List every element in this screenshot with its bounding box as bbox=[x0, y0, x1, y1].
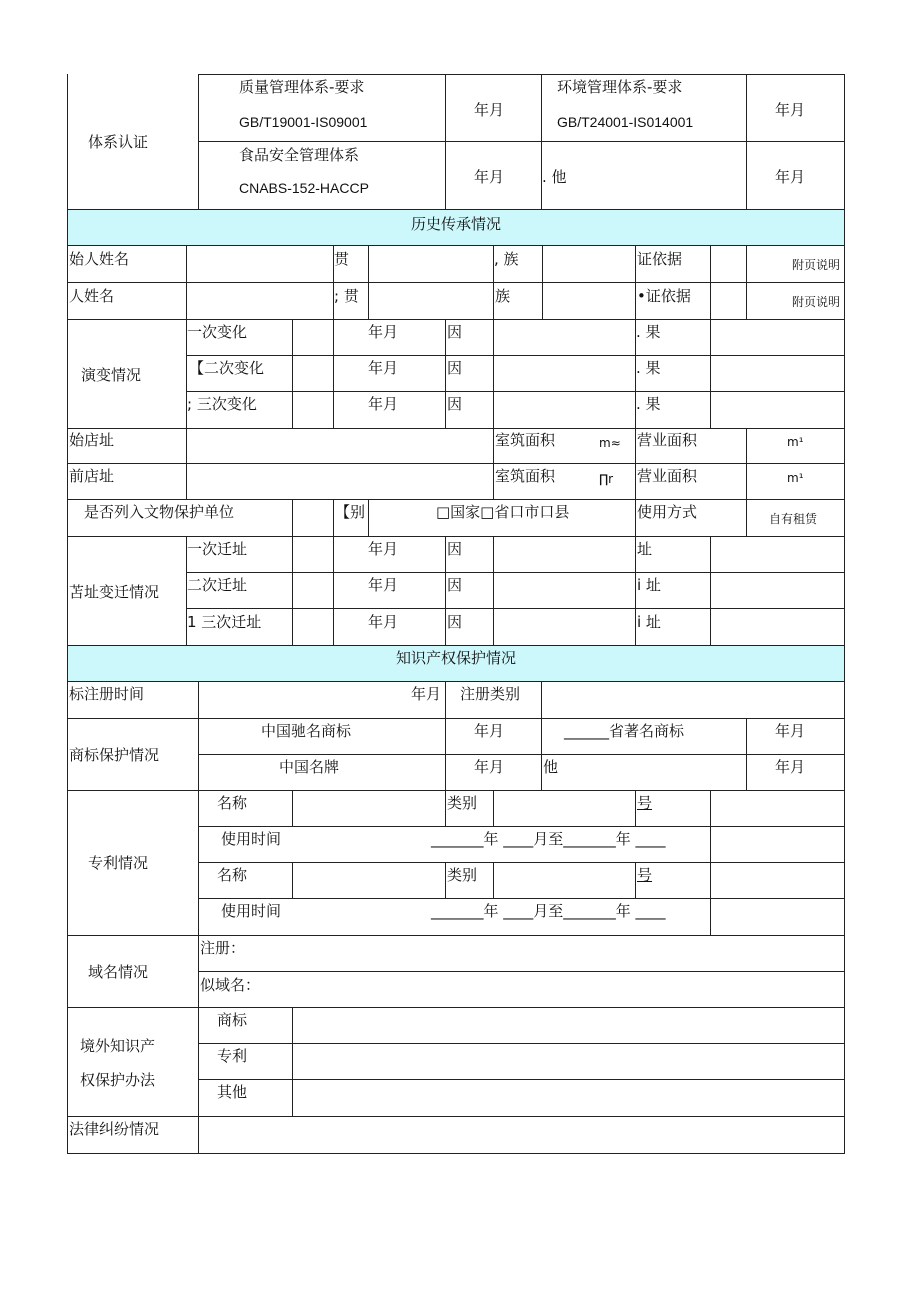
heir-see-attached: 附页说明 bbox=[746, 282, 845, 320]
founder-see-attached: 附页说明 bbox=[746, 245, 845, 283]
patent-2-use-blank[interactable] bbox=[710, 898, 845, 936]
patent-2-category-label: 类别 bbox=[445, 862, 494, 899]
patent-1-category-value[interactable] bbox=[493, 790, 636, 827]
patent-2-category-value[interactable] bbox=[493, 862, 636, 899]
legal-dispute-label: 法律纠纷情况 bbox=[67, 1116, 199, 1154]
history-header: 历史传承情况 bbox=[67, 209, 845, 246]
provincial-trademark: ______省著名商标 bbox=[541, 718, 747, 755]
domain-label: 域名情况 bbox=[67, 935, 199, 1008]
reg-time-value[interactable]: 年月 bbox=[198, 681, 446, 719]
patent-2-name-label: 名称 bbox=[198, 862, 293, 899]
founder-native-label: 贯 bbox=[333, 245, 369, 283]
change-1-result-label: . 果 bbox=[635, 319, 711, 356]
usage-label: 使用方式 bbox=[635, 499, 747, 537]
change-2-result-value[interactable] bbox=[710, 355, 845, 392]
patent-1-name-value[interactable] bbox=[292, 790, 446, 827]
patent-2-number-label: 号 bbox=[635, 862, 711, 899]
move-2-cause-value[interactable] bbox=[493, 572, 636, 609]
founder-ethnic-value[interactable] bbox=[542, 245, 636, 283]
overseas-other-value[interactable] bbox=[292, 1079, 845, 1117]
change-2-result-label: . 果 bbox=[635, 355, 711, 392]
overseas-patent-value[interactable] bbox=[292, 1043, 845, 1080]
quality-ym: 年月 bbox=[445, 74, 542, 142]
famous-cn-trademark: 中国驰名商标 bbox=[198, 718, 446, 755]
other-system-cell: . 他 bbox=[541, 141, 747, 210]
quality-system-cell: 质量管理体系-要求 GB/T19001-IS09001 bbox=[198, 74, 446, 142]
founder-native-value[interactable] bbox=[368, 245, 494, 283]
patent-2-name-value[interactable] bbox=[292, 862, 446, 899]
move-2-blank[interactable] bbox=[292, 572, 334, 609]
change-1-ym: 年月 bbox=[333, 319, 446, 356]
usage-value[interactable]: 自有租赁 bbox=[746, 499, 845, 537]
overseas-ip-label: 境外知识产 权保护办法 bbox=[67, 1007, 199, 1117]
overseas-trademark-label: 商标 bbox=[198, 1007, 293, 1044]
orig-business-area-value[interactable]: m¹ bbox=[746, 428, 845, 464]
heritage-level-label: 【别 bbox=[333, 499, 369, 537]
patent-1-number-value[interactable] bbox=[710, 790, 845, 827]
overseas-other-label: 其他 bbox=[198, 1079, 293, 1117]
move-2-ym: 年月 bbox=[333, 572, 446, 609]
patent-2-number-value[interactable] bbox=[710, 862, 845, 899]
patent-2-use-time: 使用时间 _______年 ____月至_______年 ____ bbox=[198, 898, 711, 936]
move-1-addr-label: 址 bbox=[635, 536, 711, 573]
change-3-result-label: . 果 bbox=[635, 391, 711, 429]
move-1-cause-label: 因 bbox=[445, 536, 494, 573]
heir-ethnic-value[interactable] bbox=[542, 282, 636, 320]
change-2-cause-label: 因 bbox=[445, 355, 494, 392]
orig-business-area-label: 营业面积 bbox=[635, 428, 747, 464]
change-3-cause-value[interactable] bbox=[493, 391, 636, 429]
move-1-blank[interactable] bbox=[292, 536, 334, 573]
heritage-level-options[interactable]: □国家□省口市口县 bbox=[368, 499, 636, 537]
tm-protection-label: 商标保护情况 bbox=[67, 718, 199, 791]
reg-time-label: 标注册时间 bbox=[67, 681, 199, 719]
change-3-result-value[interactable] bbox=[710, 391, 845, 429]
move-1-ym: 年月 bbox=[333, 536, 446, 573]
heir-name-label: 人姓名 bbox=[67, 282, 187, 320]
move-2-label: 二次迁址 bbox=[186, 572, 293, 609]
heir-name-value[interactable] bbox=[186, 282, 334, 320]
founder-evidence-blank[interactable] bbox=[710, 245, 747, 283]
famous-cn-ym: 年月 bbox=[445, 718, 542, 755]
relocation-label: 苫址变迁情况 bbox=[67, 536, 187, 646]
change-2-ym: 年月 bbox=[333, 355, 446, 392]
food-system-cell: 食品安全管理体系 CNABS-152-HACCP bbox=[198, 141, 446, 210]
change-3-cause-label: 因 bbox=[445, 391, 494, 429]
curr-address-value[interactable] bbox=[186, 463, 494, 500]
change-3-label: ; 三次变化 bbox=[186, 391, 293, 429]
orig-address-label: 始店址 bbox=[67, 428, 187, 464]
move-1-addr-value[interactable] bbox=[710, 536, 845, 573]
move-1-cause-value[interactable] bbox=[493, 536, 636, 573]
change-2-label: 【二次变化 bbox=[186, 355, 293, 392]
change-2-blank[interactable] bbox=[292, 355, 334, 392]
change-1-blank[interactable] bbox=[292, 319, 334, 356]
overseas-patent-label: 专利 bbox=[198, 1043, 293, 1080]
reg-type-label: 注册类别 bbox=[445, 681, 542, 719]
founder-name-value[interactable] bbox=[186, 245, 334, 283]
heir-native-value[interactable] bbox=[368, 282, 494, 320]
change-3-ym: 年月 bbox=[333, 391, 446, 429]
move-3-blank[interactable] bbox=[292, 608, 334, 646]
curr-business-area-label: 营业面积 bbox=[635, 463, 747, 500]
patent-1-use-blank[interactable] bbox=[710, 826, 845, 863]
move-3-addr-label: i 址 bbox=[635, 608, 711, 646]
food-ym: 年月 bbox=[445, 141, 542, 210]
move-3-ym: 年月 bbox=[333, 608, 446, 646]
reg-type-value[interactable] bbox=[541, 681, 845, 719]
move-2-addr-label: i 址 bbox=[635, 572, 711, 609]
patent-1-name-label: 名称 bbox=[198, 790, 293, 827]
overseas-trademark-value[interactable] bbox=[292, 1007, 845, 1044]
other-ym: 年月 bbox=[746, 141, 845, 210]
change-1-label: 一次变化 bbox=[186, 319, 293, 356]
move-2-cause-label: 因 bbox=[445, 572, 494, 609]
heir-evidence-blank[interactable] bbox=[710, 282, 747, 320]
provincial-ym: 年月 bbox=[746, 718, 845, 755]
ip-header: 知识产权保护情况 bbox=[67, 645, 845, 682]
change-1-cause-label: 因 bbox=[445, 319, 494, 356]
other-brand: 他 bbox=[541, 754, 747, 791]
orig-address-value[interactable] bbox=[186, 428, 494, 464]
change-1-result-value[interactable] bbox=[710, 319, 845, 356]
patent-1-category-label: 类别 bbox=[445, 790, 494, 827]
move-3-label: 1 三次迁址 bbox=[186, 608, 293, 646]
change-3-blank[interactable] bbox=[292, 391, 334, 429]
patent-label: 专利情况 bbox=[67, 790, 199, 936]
heir-ethnic-label: 族 bbox=[493, 282, 543, 320]
founder-ethnic-label: , 族 bbox=[493, 245, 543, 283]
move-3-cause-label: 因 bbox=[445, 608, 494, 646]
cn-brand: 中国名牌 bbox=[198, 754, 446, 791]
change-2-cause-value[interactable] bbox=[493, 355, 636, 392]
curr-business-area-value[interactable]: m¹ bbox=[746, 463, 845, 500]
change-1-cause-value[interactable] bbox=[493, 319, 636, 356]
move-2-addr-value[interactable] bbox=[710, 572, 845, 609]
founder-name-label: 始人姓名 bbox=[67, 245, 187, 283]
system-cert-label: 体系认证 bbox=[67, 74, 199, 210]
move-3-cause-value[interactable] bbox=[493, 608, 636, 646]
heir-evidence-label: •证依据 bbox=[635, 282, 711, 320]
heritage-question: 是否列入文物保护单位 bbox=[67, 499, 293, 537]
curr-address-label: 前店址 bbox=[67, 463, 187, 500]
curr-building-area: 室筑面积 ∏r bbox=[493, 463, 636, 500]
orig-building-area: 室筑面积 m≈ bbox=[493, 428, 636, 464]
founder-evidence-label: 证依据 bbox=[635, 245, 711, 283]
env-system-cell: 环境管理体系-要求 GB/T24001-IS014001 bbox=[541, 74, 747, 142]
move-3-addr-value[interactable] bbox=[710, 608, 845, 646]
heritage-blank[interactable] bbox=[292, 499, 334, 537]
move-1-label: 一次迁址 bbox=[186, 536, 293, 573]
heir-native-label: ; 贯 bbox=[333, 282, 369, 320]
domain-similar[interactable]: 似域名： bbox=[198, 971, 845, 1008]
legal-dispute-value[interactable] bbox=[198, 1116, 845, 1154]
cn-brand-ym: 年月 bbox=[445, 754, 542, 791]
other-brand-ym: 年月 bbox=[746, 754, 845, 791]
patent-1-use-time: 使用时间 _______年 ____月至_______年 ____ bbox=[198, 826, 711, 863]
domain-registered[interactable]: 注册： bbox=[198, 935, 845, 972]
evolution-label: 演变情况 bbox=[67, 319, 187, 429]
env-ym: 年月 bbox=[746, 74, 845, 142]
patent-1-number-label: 号 bbox=[635, 790, 711, 827]
